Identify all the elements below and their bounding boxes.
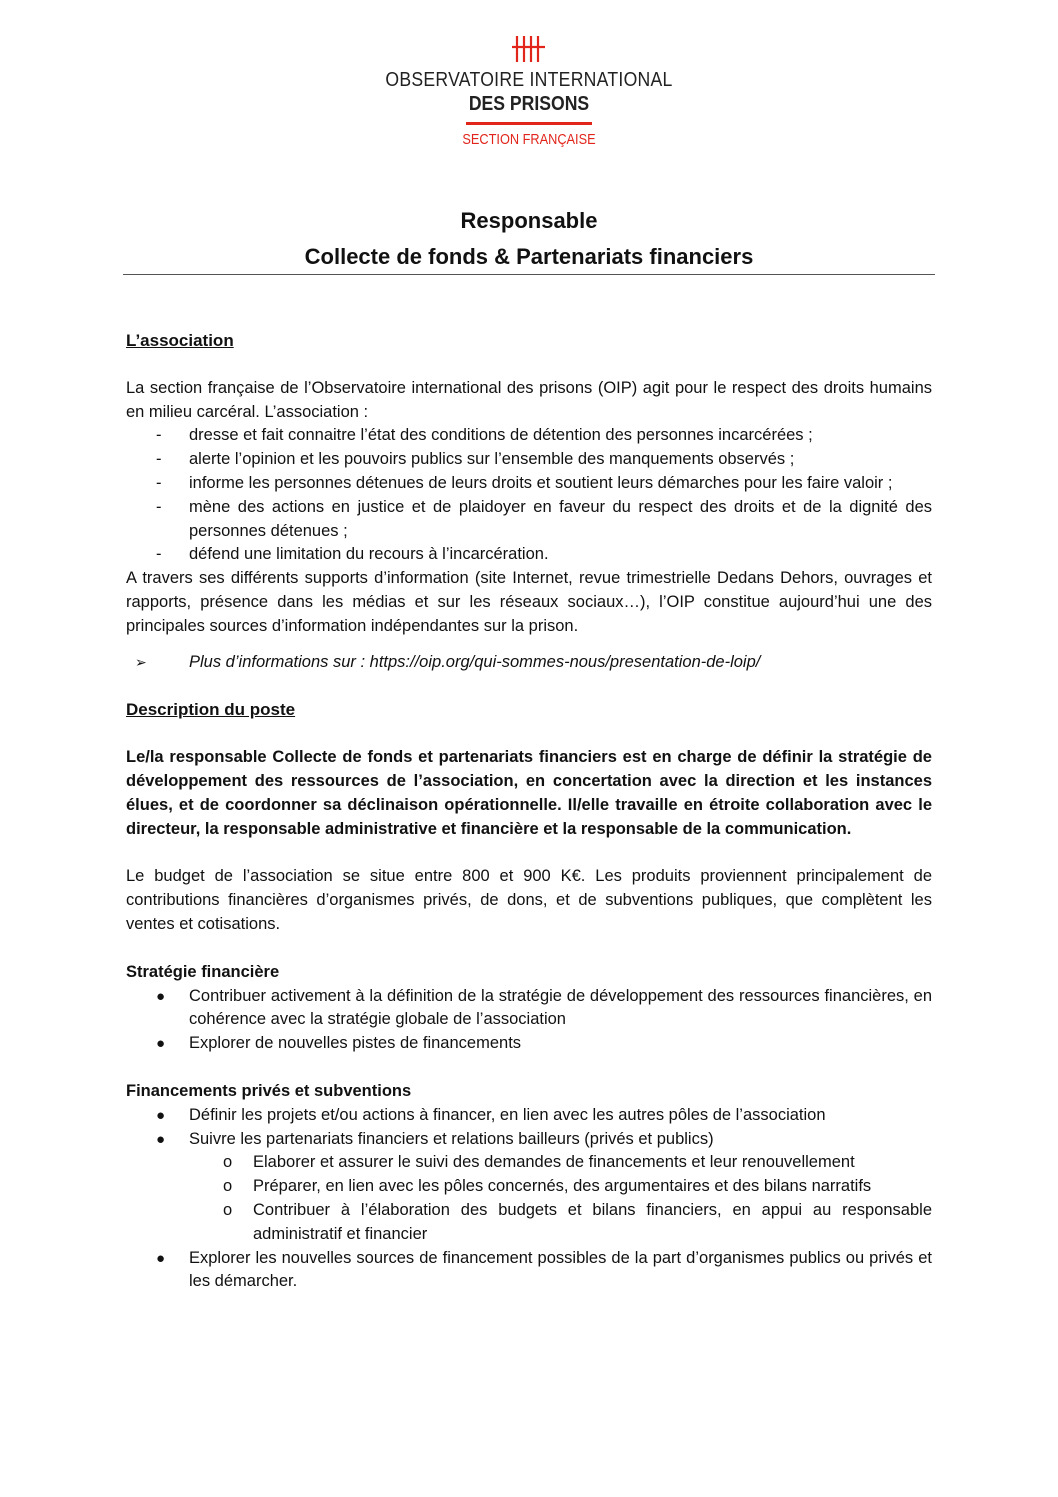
description-summary: Le/la responsable Collecte de fonds et partenariats financiers est en charge de définir la stratégie de développement des ressources de l’association, en concertation avec la direction et les instances élues, et de coordonner sa déclinaison opérationnelle. Il/elle travaille en étroite collaboration avec le directeur, la responsable administrative et financière et la responsable de la communication. [126,748,932,838]
document-title-line-1: Responsable [460,208,598,233]
bullet-marker: ● [156,1130,166,1148]
list-item: ● Suivre les partenariats financiers et relations bailleurs (privés et publics) [126,1128,932,1152]
association-list [126,424,932,567]
list-item: ● Explorer les nouvelles sources de financement possibles de la part d’organismes publics ou privés et les démarcher. [156,1248,932,1291]
budget-paragraph: Le budget de l’association se situe entre 800 et 900 K€. Les produits proviennent principalement de contributions financières d’organismes privés, de dons, et de subventions publiques, que complètent les ventes et cotisations. [126,867,932,933]
dash-marker: - [156,545,162,564]
list-item: ● Explorer de nouvelles pistes de financements [126,1032,932,1056]
dash-marker: - [156,450,162,469]
association-heading: L’association [126,331,234,350]
document-body [126,329,932,1294]
list-item: - dresse et fait connaitre l’état des conditions de détention des personnes incarcérées ; [126,424,932,448]
more-info-item[interactable] [126,651,932,675]
logo-line-3: SECTION FRANÇAISE [462,131,596,148]
dash-marker: - [156,426,162,445]
funding-sublist [126,1151,932,1246]
association-intro: La section française de l’Observatoire international des prisons (OIP) agit pour le respect des droits humains en milieu carcéral. L’association : [126,378,932,421]
funding-list [126,1104,932,1152]
list-item: - défend une limitation du recours à l’incarcération. [126,543,932,567]
circle-marker: o [223,1200,233,1219]
dash-marker: - [156,497,162,516]
sublist-item: o Elaborer et assurer le suivi des demandes de financements et leur renouvellement [126,1151,932,1175]
bullet-marker: ● [156,1106,166,1124]
circle-marker: o [223,1153,233,1172]
list-item: ● Définir les projets et/ou actions à financer, en lien avec les autres pôles de l’association [126,1104,932,1128]
arrow-bullet-icon: ➢ [135,653,147,670]
dash-marker: - [156,473,162,492]
title-divider [123,274,935,275]
sublist-item: o Préparer, en lien avec les pôles concernés, des argumentaires et des bilans narratifs [126,1175,932,1199]
oip-logo [0,34,1058,149]
logo-red-rule [466,122,592,125]
bullet-marker: ● [156,1035,166,1053]
circle-marker: o [223,1177,233,1196]
sublist-item: o Contribuer à l’élaboration des budgets et bilans financiers, en appui au responsable administratif et financier [223,1200,932,1243]
funding-list-continued [126,1247,932,1295]
bullet-marker: ● [156,987,166,1005]
tally-marks-logo-icon [509,34,549,64]
strategy-heading: Stratégie financière [126,962,280,981]
document-title-line-2: Collecte de fonds & Partenariats financiers [304,244,754,269]
association-outro: A travers ses différents supports d’information (site Internet, revue trimestrielle Dedans Dehors, ouvrages et rapports, présence dans les médias et sur les réseaux sociaux…), l’OIP constitue aujourd’hui une des principales sources d’information indépendantes sur la prison. [126,569,932,635]
logo-line-1: OBSERVATOIRE INTERNATIONAL [385,68,673,91]
list-item: - informe les personnes détenues de leurs droits et soutient leurs démarches pour les faire valoir ; [126,472,932,496]
logo-line-2: DES PRISONS [468,93,590,115]
description-heading: Description du poste [126,700,296,720]
strategy-list [126,985,932,1056]
more-info-list [126,651,932,675]
funding-heading: Financements privés et subventions [126,1081,412,1100]
list-item: - alerte l’opinion et les pouvoirs publics sur l’ensemble des manquements observés ; [126,448,932,472]
list-item: - mène des actions en justice et de plaidoyer en faveur du respect des droits et de la dignité des personnes détenues ; [156,497,932,540]
bullet-marker: ● [156,1249,166,1267]
list-item: ● Contribuer activement à la définition de la stratégie de développement des ressources financières, en cohérence avec la stratégie globale de l’association [156,986,932,1029]
more-info-link[interactable]: Plus d’informations sur : https://oip.org/qui-sommes-nous/presentation-de-loip/ [189,652,761,671]
